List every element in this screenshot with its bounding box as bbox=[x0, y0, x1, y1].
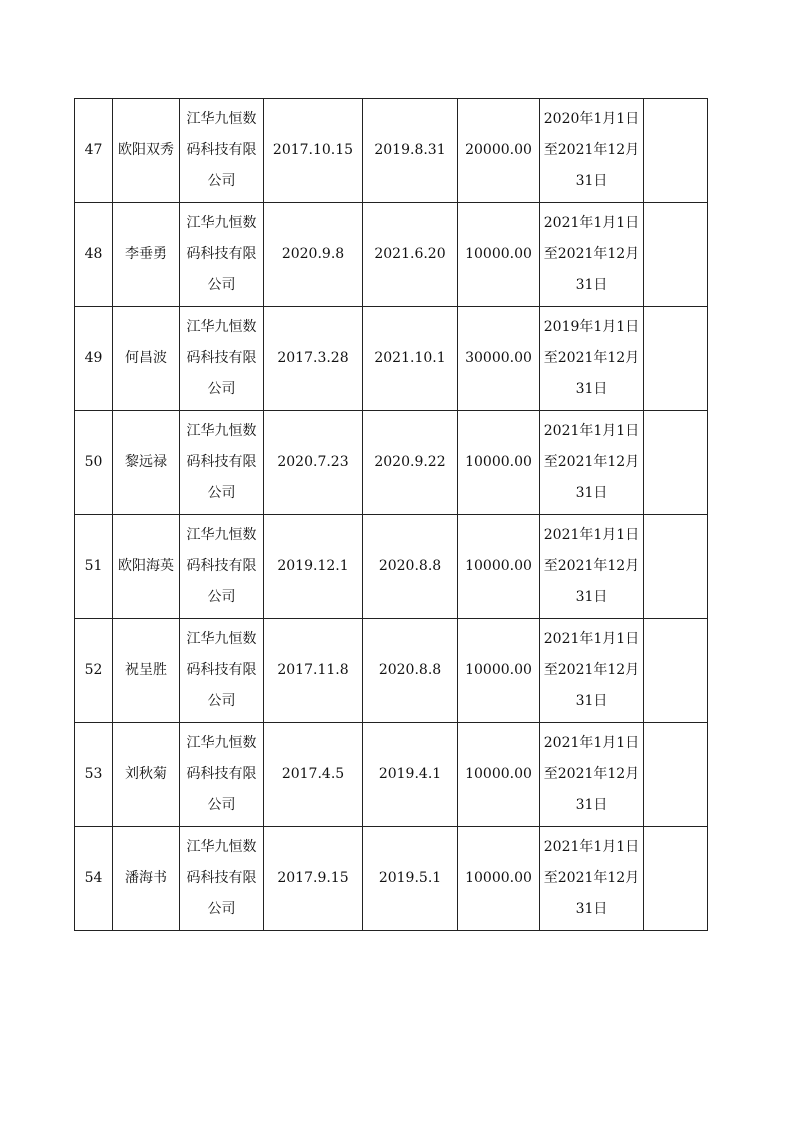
person-name bbox=[113, 411, 180, 515]
person-name-text: 李垂勇 bbox=[125, 246, 167, 262]
amount: 10000.00 bbox=[458, 619, 540, 723]
person-name bbox=[113, 515, 180, 619]
end-date: 2020.9.22 bbox=[363, 411, 458, 515]
company-name bbox=[180, 411, 264, 515]
row-number: 49 bbox=[75, 307, 113, 411]
amount: 30000.00 bbox=[458, 307, 540, 411]
end-date: 2020.8.8 bbox=[363, 515, 458, 619]
amount: 20000.00 bbox=[458, 99, 540, 203]
end-date: 2021.6.20 bbox=[363, 203, 458, 307]
company-name bbox=[180, 619, 264, 723]
period-text: 2020年1月1日至2021年12月31日 bbox=[543, 111, 640, 189]
start-date: 2017.3.28 bbox=[264, 307, 363, 411]
company-name bbox=[180, 515, 264, 619]
company-name-text: 江华九恒数码科技有限公司 bbox=[186, 839, 257, 917]
start-date: 2017.10.15 bbox=[264, 99, 363, 203]
row-number: 48 bbox=[75, 203, 113, 307]
row-number: 53 bbox=[75, 723, 113, 827]
company-name-text: 江华九恒数码科技有限公司 bbox=[186, 631, 257, 709]
amount: 10000.00 bbox=[458, 411, 540, 515]
person-name bbox=[113, 203, 180, 307]
end-date: 2021.10.1 bbox=[363, 307, 458, 411]
company-name bbox=[180, 203, 264, 307]
amount: 10000.00 bbox=[458, 827, 540, 931]
person-name-text: 黎远禄 bbox=[125, 454, 167, 470]
period bbox=[540, 99, 644, 203]
end-date: 2019.8.31 bbox=[363, 99, 458, 203]
start-date: 2017.4.5 bbox=[264, 723, 363, 827]
table-row bbox=[75, 723, 708, 827]
table-row bbox=[75, 619, 708, 723]
period-text: 2021年1月1日至2021年12月31日 bbox=[543, 839, 640, 917]
period-text: 2021年1月1日至2021年12月31日 bbox=[543, 215, 640, 293]
start-date: 2020.7.23 bbox=[264, 411, 363, 515]
start-date: 2017.9.15 bbox=[264, 827, 363, 931]
company-name-text: 江华九恒数码科技有限公司 bbox=[186, 319, 257, 397]
company-name bbox=[180, 827, 264, 931]
note-cell bbox=[644, 203, 708, 307]
table-row bbox=[75, 515, 708, 619]
period-text: 2021年1月1日至2021年12月31日 bbox=[543, 527, 640, 605]
company-name bbox=[180, 723, 264, 827]
period-text: 2021年1月1日至2021年12月31日 bbox=[543, 423, 640, 501]
row-number: 50 bbox=[75, 411, 113, 515]
period bbox=[540, 827, 644, 931]
period bbox=[540, 723, 644, 827]
row-number: 52 bbox=[75, 619, 113, 723]
amount: 10000.00 bbox=[458, 515, 540, 619]
period-text: 2021年1月1日至2021年12月31日 bbox=[543, 735, 640, 813]
person-name bbox=[113, 827, 180, 931]
company-name-text: 江华九恒数码科技有限公司 bbox=[186, 527, 257, 605]
note-cell bbox=[644, 515, 708, 619]
row-number: 51 bbox=[75, 515, 113, 619]
table-row bbox=[75, 827, 708, 931]
note-cell bbox=[644, 99, 708, 203]
row-number: 54 bbox=[75, 827, 113, 931]
period bbox=[540, 203, 644, 307]
table-row bbox=[75, 203, 708, 307]
amount: 10000.00 bbox=[458, 203, 540, 307]
data-table bbox=[74, 98, 708, 931]
period bbox=[540, 515, 644, 619]
person-name bbox=[113, 307, 180, 411]
person-name bbox=[113, 619, 180, 723]
note-cell bbox=[644, 723, 708, 827]
person-name-text: 潘海书 bbox=[125, 870, 167, 886]
note-cell bbox=[644, 827, 708, 931]
end-date: 2020.8.8 bbox=[363, 619, 458, 723]
person-name-text: 祝呈胜 bbox=[125, 662, 167, 678]
company-name-text: 江华九恒数码科技有限公司 bbox=[186, 735, 257, 813]
period-text: 2021年1月1日至2021年12月31日 bbox=[543, 631, 640, 709]
note-cell bbox=[644, 411, 708, 515]
company-name-text: 江华九恒数码科技有限公司 bbox=[186, 423, 257, 501]
period bbox=[540, 411, 644, 515]
period-text: 2019年1月1日至2021年12月31日 bbox=[543, 319, 640, 397]
person-name bbox=[113, 99, 180, 203]
end-date: 2019.4.1 bbox=[363, 723, 458, 827]
person-name-text: 欧阳海英 bbox=[118, 558, 174, 574]
end-date: 2019.5.1 bbox=[363, 827, 458, 931]
person-name-text: 欧阳双秀 bbox=[118, 142, 174, 158]
person-name-text: 刘秋菊 bbox=[125, 766, 167, 782]
company-name bbox=[180, 99, 264, 203]
company-name-text: 江华九恒数码科技有限公司 bbox=[186, 111, 257, 189]
table-row bbox=[75, 411, 708, 515]
start-date: 2019.12.1 bbox=[264, 515, 363, 619]
period bbox=[540, 619, 644, 723]
note-cell bbox=[644, 619, 708, 723]
table-body bbox=[75, 99, 708, 931]
start-date: 2017.11.8 bbox=[264, 619, 363, 723]
amount: 10000.00 bbox=[458, 723, 540, 827]
period bbox=[540, 307, 644, 411]
start-date: 2020.9.8 bbox=[264, 203, 363, 307]
table-row bbox=[75, 307, 708, 411]
table-row bbox=[75, 99, 708, 203]
row-number: 47 bbox=[75, 99, 113, 203]
company-name bbox=[180, 307, 264, 411]
person-name-text: 何昌波 bbox=[125, 350, 167, 366]
person-name bbox=[113, 723, 180, 827]
note-cell bbox=[644, 307, 708, 411]
company-name-text: 江华九恒数码科技有限公司 bbox=[186, 215, 257, 293]
